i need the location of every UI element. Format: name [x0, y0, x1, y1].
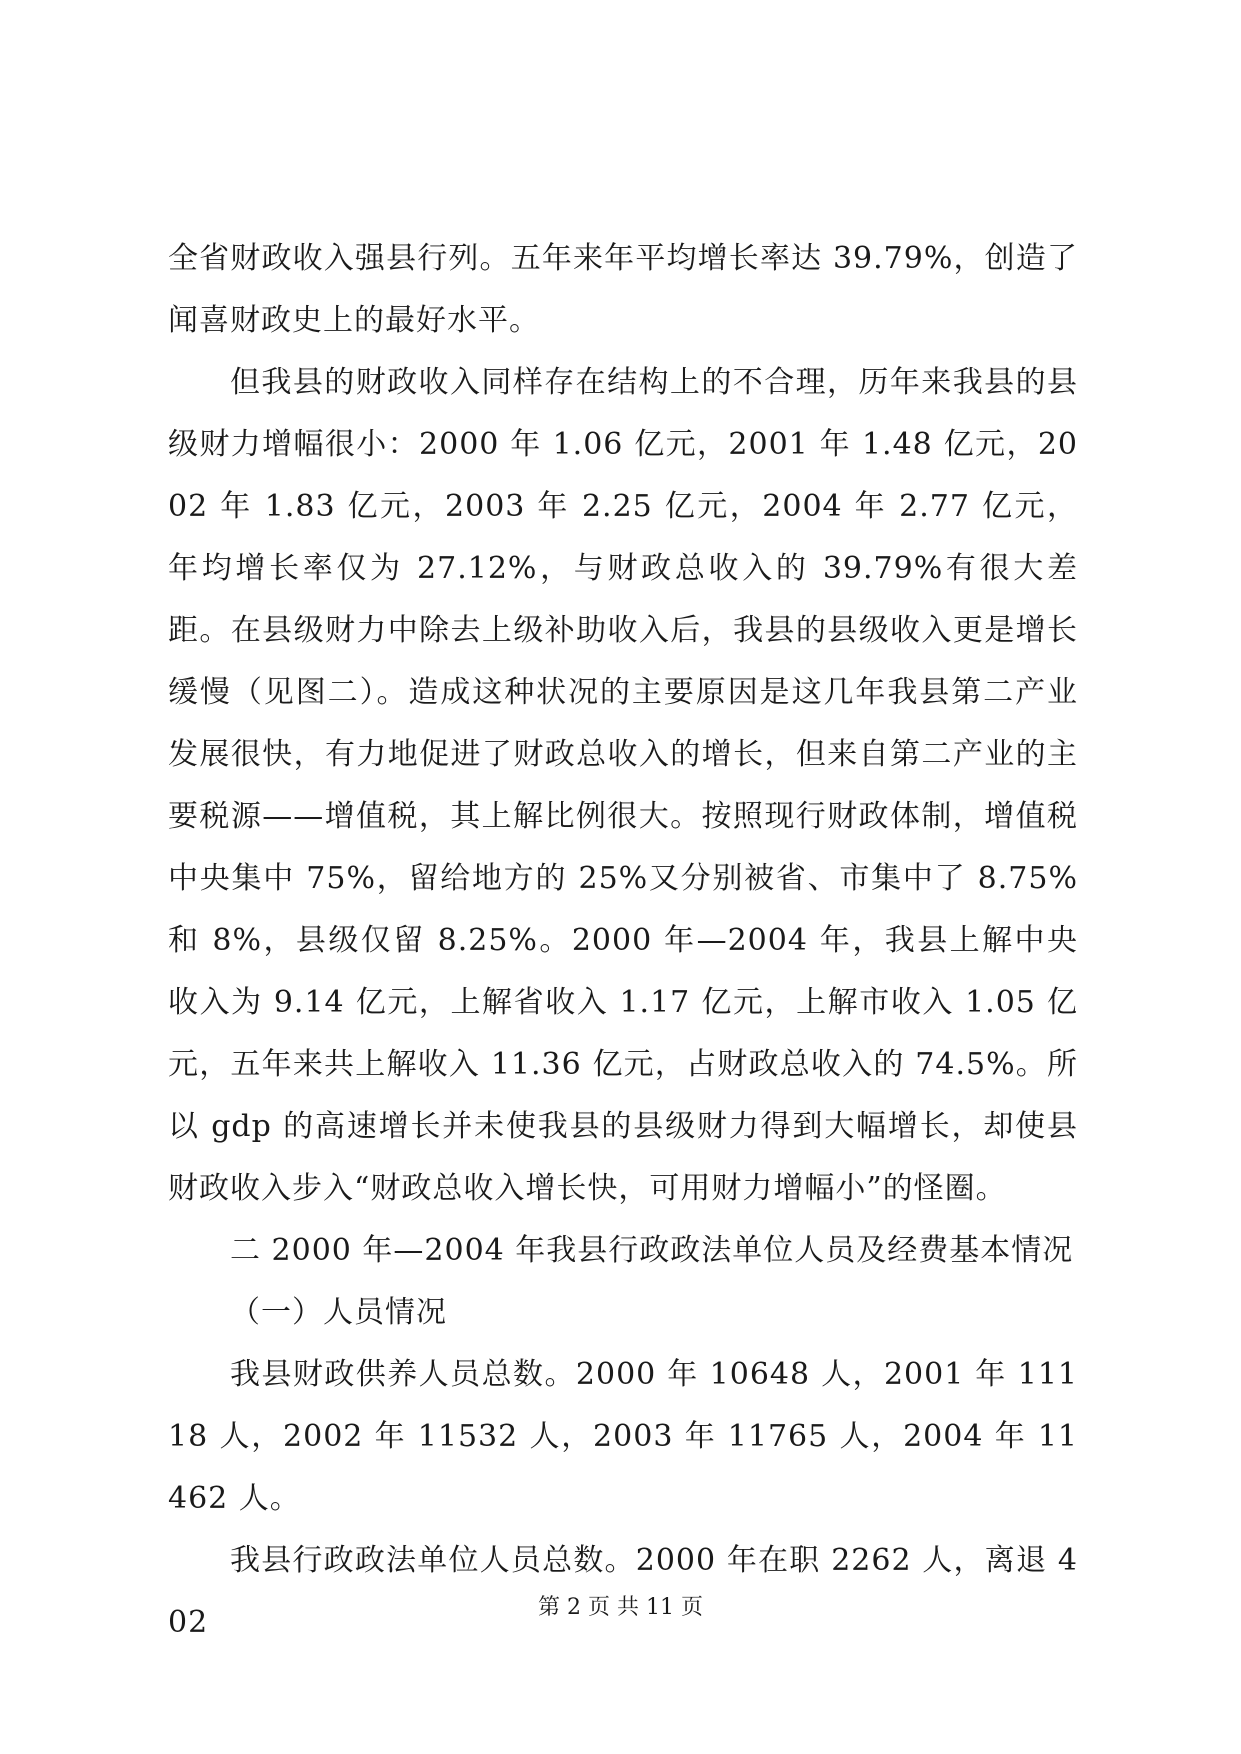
paragraph-admin-staff: 我县行政政法单位人员总数。2000 年在职 2262 人，离退 402: [168, 1543, 1078, 1640]
page-footer: 第 2 页 共 11 页: [538, 1595, 703, 1620]
paragraph-continuation: 全省财政收入强县行列。五年来年平均增长率达 39.79%，创造了闻喜财政史上的最好水平。: [168, 241, 1078, 338]
section-heading: 二 2000 年—2004 年我县行政政法单位人员及经费基本情况: [230, 1233, 1074, 1268]
paragraph-staff-total: 我县财政供养人员总数。2000 年 10648 人，2001 年 11118 人，2002 年 11532 人，2003 年 11765 人，2004 年 11462 人。: [168, 1357, 1078, 1516]
subsection-heading: （一）人员情况: [230, 1295, 447, 1330]
document-body: [168, 228, 1078, 1654]
paragraph-revenue-structure: 但我县的财政收入同样存在结构上的不合理，历年来我县的县级财力增幅很小：2000 年 1.06 亿元，2001 年 1.48 亿元，2002 年 1.83 亿元，2003 年 2.25 亿元，2004 年 2.77 亿元，年均增长率仅为 27.12%，与财政总收入的 39.79%有很大差距。在县级财力中除去上级补助收入后，我县的县级收入更是增长缓慢（见图二）。造成这种状况的主要原因是这几年我县第二产业发展很快，有力地促进了财政总收入的增长，但来自第二产业的主要税源——增值税，其上解比例很大。按照现行财政体制，增值税中央集中 75%，留给地方的 25%又分别被省、市集中了 8.75%和 8%，县级仅留 8.25%。2000 年—2004 年，我县上解中央收入为 9.14 亿元，上解省收入 1.17 亿元，上解市收入 1.05 亿元，五年来共上解收入 11.36 亿元，占财政总收入的 74.5%。所以 gdp 的高速增长并未使我县的县级财力得到大幅增长，却使县财政收入步入“财政总收入增长快，可用财力增幅小”的怪圈。: [168, 365, 1078, 1206]
